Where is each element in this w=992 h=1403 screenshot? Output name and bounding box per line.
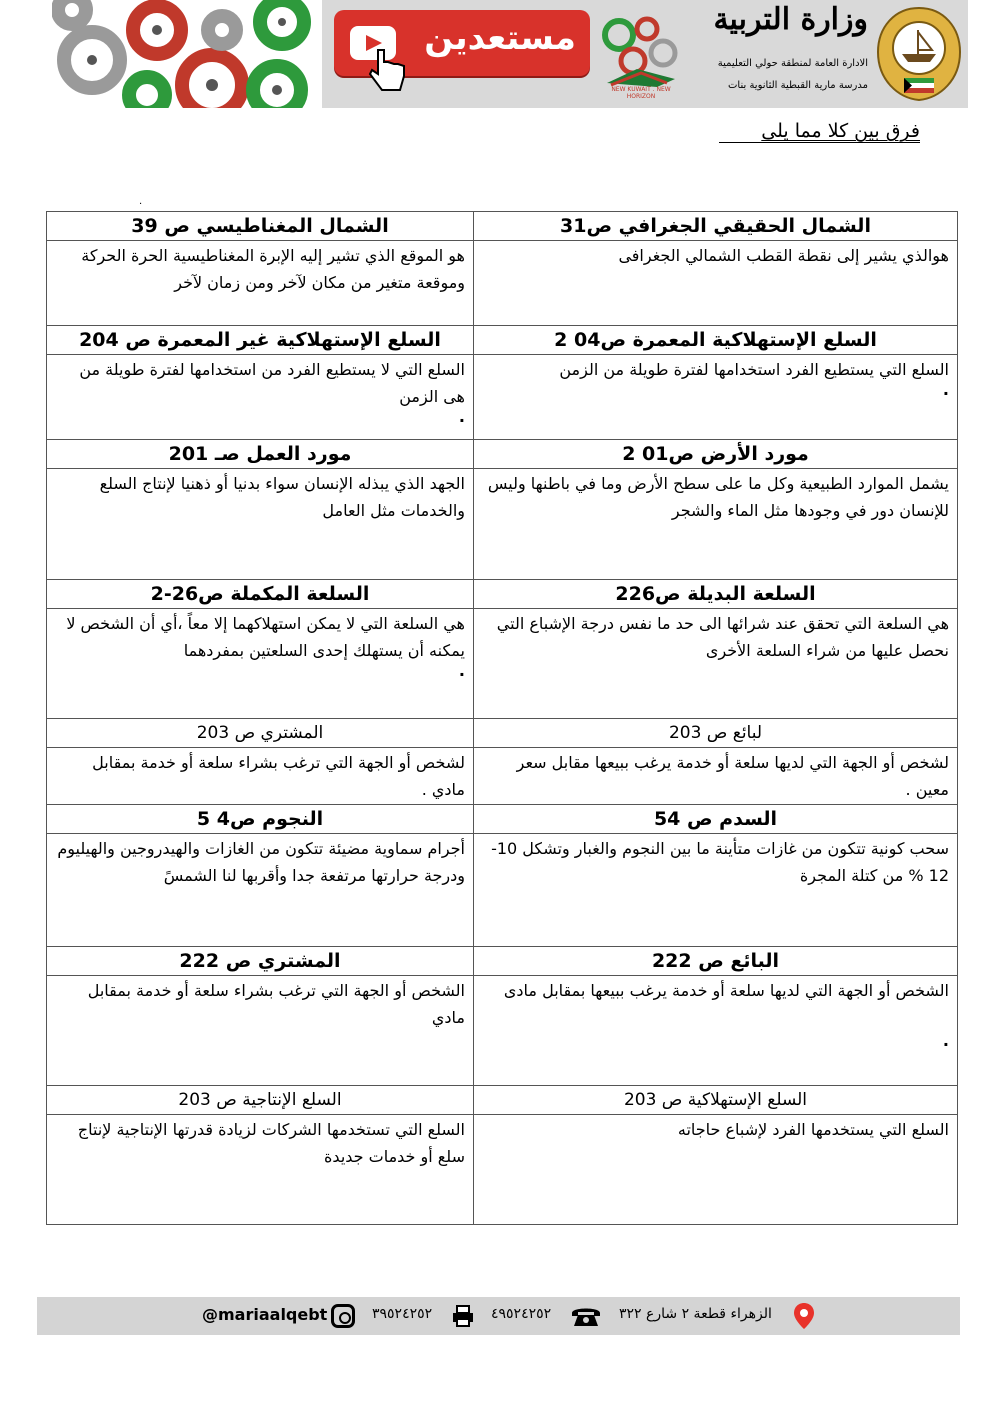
- term-left: السلعة المكملة ص26-2: [47, 580, 474, 609]
- table-row-definition: [47, 834, 958, 947]
- table-row-header: [47, 440, 958, 469]
- definition-left: أجرام سماوية مضيئة تتكون من الغازات والهيدروجين والهيليوم ودرجة حرارتها مرتفعة جدا وأقربها لنا الشمسً: [47, 834, 474, 947]
- term-right: السلع الإستهلاكية ص 203: [474, 1086, 958, 1115]
- table-row-header: [47, 326, 958, 355]
- instagram-handle[interactable]: @mariaalqebt: [202, 1305, 328, 1324]
- address-text: الزهراء قطعة ٢ شارع ٣٢٢: [619, 1306, 772, 1322]
- ministry-subtitle: الادارة العامة لمنطقة حولي التعليمية: [717, 58, 868, 69]
- header-banner: [52, 0, 968, 108]
- term-right: مورد الأرض ص01 2: [474, 440, 958, 469]
- kuwait-emblem-icon: [874, 4, 964, 104]
- definition-left: لشخص أو الجهة التي ترغب بشراء سلعة أو خدمة بمقابل مادي .: [47, 748, 474, 805]
- term-right: الشمال الحقيقي الجغرافي ص31: [474, 212, 958, 241]
- table-row-definition: [47, 355, 958, 440]
- term-left: المشتري ص 203: [47, 719, 474, 748]
- definition-left: هي السلعة التي لا يمكن استهلاكهما إلا معاً ،أي أن الشخص لا يمكنه أن يستهلك إحدى السلعتين بمفردهما .: [47, 609, 474, 719]
- term-right: السلع الإستهلاكية المعمرة ص04 2: [474, 326, 958, 355]
- subscribe-label: مستعدين: [424, 18, 576, 58]
- table-row-header: [47, 1086, 958, 1115]
- table-row-definition: [47, 241, 958, 326]
- hand-cursor-icon: [368, 46, 408, 94]
- table-row-header: [47, 719, 958, 748]
- definition-right: هي السلعة التي تحقق عند شرائها الى حد ما نفس درجة الإشباع التي نحصل عليها من شراء السلعة الأخرى: [474, 609, 958, 719]
- table-row-header: [47, 805, 958, 834]
- term-right: السدم ص 54: [474, 805, 958, 834]
- term-right: السلعة البديلة ص226: [474, 580, 958, 609]
- definition-left: السلع التي لا يستطيع الفرد من استخدامها لفترة طويلة من هى الزمن .: [47, 355, 474, 440]
- instagram-icon: [331, 1304, 355, 1328]
- ministry-title: وزارة التربية: [713, 2, 868, 37]
- table-row-definition: [47, 609, 958, 719]
- comparison-table: [46, 211, 958, 1225]
- location-pin-icon: [793, 1302, 815, 1330]
- definition-right: يشمل الموارد الطبيعية وكل ما على سطح الأرض وما في باطنها وليس للإنسان دور في وجودها مثل الماء والشجر: [474, 469, 958, 580]
- table-row-header: [47, 580, 958, 609]
- term-left: مورد العمل صـ 201: [47, 440, 474, 469]
- table-row-definition: [47, 1115, 958, 1225]
- definition-left: هو الموقع الذي تشير إليه الإبرة المغناطيسية الحرة الحركة وموقعة متغير من مكان لآخر ومن زمان لآخر: [47, 241, 474, 326]
- table-row-header: [47, 947, 958, 976]
- school-logo-caption: NEW KUWAIT . NEW HORIZON: [611, 86, 671, 100]
- table-row-header: [47, 212, 958, 241]
- definition-right: هوالذي يشير إلى نقطة القطب الشمالي الجغرافى: [474, 241, 958, 326]
- definition-right: لشخص أو الجهة التي لديها سلعة أو خدمة يرغب ببيعها مقابل سعر معين .: [474, 748, 958, 805]
- term-right: البائع ص 222: [474, 947, 958, 976]
- term-right: لبائع ص 203: [474, 719, 958, 748]
- definition-right: الشخص أو الجهة التي لديها سلعة أو خدمة يرغب ببيعها بمقابل مادى .: [474, 976, 958, 1086]
- table-row-definition: [47, 469, 958, 580]
- school-name: مدرسة مارية القبطية الثانوية بنات: [728, 80, 868, 91]
- gears-decoration-icon: [52, 0, 322, 108]
- fax-icon: [452, 1305, 474, 1327]
- definition-left: الشخص أو الجهة التي ترغب بشراء سلعة أو خدمة بمقابل مادي: [47, 976, 474, 1086]
- contact-footer: [37, 1297, 960, 1335]
- definition-left: السلع التي تستخدمها الشركات لزيادة قدرتها الإنتاجية لإنتاج سلع أو خدمات جديدة: [47, 1115, 474, 1225]
- table-row-definition: [47, 976, 958, 1086]
- definition-right: سحب كونية تتكون من غازات متأينة ما بين النجوم والغبار وتشكل 10-12 % من كتلة المجرة: [474, 834, 958, 947]
- definition-left: الجهد الذي يبذله الإنسان سواء بدنيا أو ذهنيا لإنتاج السلع والخدمات مثل العامل: [47, 469, 474, 580]
- definition-right: السلع التي يستخدمها الفرد لإشباع حاجاته: [474, 1115, 958, 1225]
- definition-right: السلع التي يستطيع الفرد استخدامها لفترة طويلة من الزمن .: [474, 355, 958, 440]
- phone-icon: [570, 1305, 602, 1327]
- term-left: الشمال المغناطيسي ص 39: [47, 212, 474, 241]
- term-left: السلع الإنتاجية ص 203: [47, 1086, 474, 1115]
- table-row-definition: [47, 748, 958, 805]
- phone-number: ٤٩٥٢٤٢٥٢: [491, 1306, 552, 1322]
- page-heading: فرق بين كلا مما يلى: [719, 120, 920, 143]
- term-left: النجوم ص4 5: [47, 805, 474, 834]
- term-left: المشتري ص 222: [47, 947, 474, 976]
- fax-number: ٣٩٥٢٤٢٥٢: [372, 1306, 433, 1322]
- stray-dot: .: [139, 196, 143, 207]
- term-left: السلع الإستهلاكية غير المعمرة ص 204: [47, 326, 474, 355]
